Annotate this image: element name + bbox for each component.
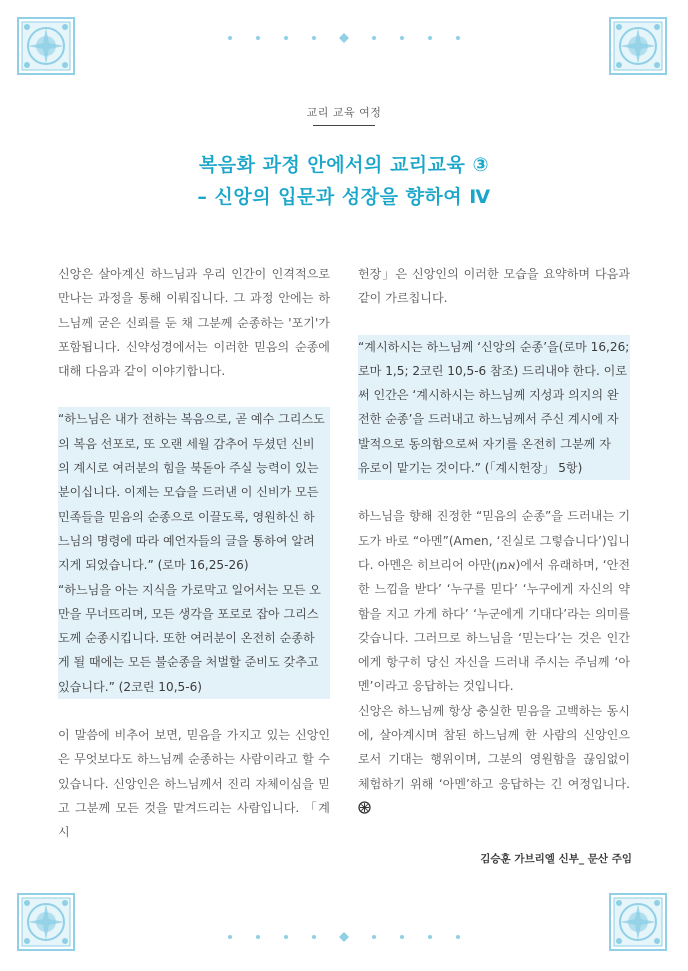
quote-line: 써 인간은 ‘계시하시는 하느님께 지성과 의지의 완 <box>358 383 630 407</box>
quote-line: “하느님은 내가 전하는 복음으로, 곧 예수 그리스도 <box>58 407 330 431</box>
quote-line: 만을 무너뜨리며, 모든 생각을 포로로 잡아 그리스 <box>58 602 330 626</box>
quote-line: 느님의 명령에 따라 예언자들의 글을 통하여 알려 <box>58 529 330 553</box>
quote-line: 의 복음 선포로, 또 오랜 세월 감추어 두셨던 신비 <box>58 432 330 456</box>
scripture-quote-corinthians <box>58 578 330 699</box>
quote-line: 도께 순종시킵니다. 또한 여러분이 온전히 순종하 <box>58 626 330 650</box>
quote-line: 지게 되었습니다.” (로마 16,25-26) <box>58 553 330 577</box>
quote-line: “하느님을 아는 지식을 가로막고 일어서는 모든 오 <box>58 578 330 602</box>
series-label: 교리 교육 여정 <box>306 106 382 119</box>
corner-ornament-bottom-right <box>609 893 667 951</box>
ornament-icon <box>609 17 667 75</box>
quote-line: 의 계시로 여러분의 힘을 북돋아 주실 능력이 있는 <box>58 456 330 480</box>
corner-ornament-bottom-left <box>17 893 75 951</box>
end-mark-icon <box>358 801 371 814</box>
paragraph: 헌장」은 신앙인의 이러한 모습을 요약하며 다음과 같이 가르칩니다. <box>358 267 630 306</box>
dot-divider-top <box>200 32 488 44</box>
quote-line: 있습니다.” (2코린 10,5-6) <box>58 675 330 699</box>
paragraph: 이 말씀에 비추어 보면, 믿음을 가지고 있는 신앙인은 무엇보다도 하느님께 순종하는 사람이라고 할 수 있습니다. 신앙인은 하느님께서 진리 자체이심을 믿고 그분께 모든 것을 맡겨드리는 사람입니다. 「계시 <box>58 728 330 840</box>
ornament-icon <box>17 17 75 75</box>
corner-ornament-top-right <box>609 17 667 75</box>
paragraph: 하느님을 향해 진정한 “믿음의 순종”을 드러내는 기도가 바로 “아멘”(Amen, ‘진실로 그렇습니다’)입니다. 아멘은 히브리어 아만(אמן)에서 유래하며, ‘안전한 느낌을 받다’ ‘누구를 믿다’ ‘누구에게 자신의 약함을 지고 가게 하다’ ‘누군에게 기대다’라는 의미를 갖습니다. 그러므로 하느님을 ‘믿는다’는 것은 인간에게 항구히 당신 자신을 드러내 주시는 주님께 ‘아멘’이라고 응답하는 것입니다. <box>358 509 630 694</box>
dots-icon <box>200 931 488 943</box>
left-column <box>58 262 330 845</box>
right-column <box>358 262 630 820</box>
ornament-icon <box>609 893 667 951</box>
author-credit: 김승훈 가브리엘 신부_ 문산 주임 <box>480 853 632 865</box>
paragraph: 신앙은 살아계신 하느님과 우리 인간이 인격적으로 만나는 과정을 통해 이뤄집니다. 그 과정 안에는 하느님께 굳은 신뢰를 둔 채 그분께 순종하는 '포기'가 포함됩니다. 신약성경에서는 이러한 믿음의 순종에 대해 다음과 같이 이야기합니다. <box>58 267 330 379</box>
ornament-icon <box>17 893 75 951</box>
paragraph-closing <box>358 699 630 820</box>
quote-line: 발적으로 동의함으로써 자기를 온전히 그분께 자 <box>358 432 630 456</box>
corner-ornament-top-left <box>17 17 75 75</box>
quote-line: 유로이 맡기는 것이다.” (「계시헌장」 5항) <box>358 456 630 480</box>
article-subtitle: – 신앙의 입문과 성장을 향하여 Ⅳ <box>197 186 491 208</box>
dots-icon <box>200 32 488 44</box>
article-title: 복음화 과정 안에서의 교리교육 ③ <box>198 154 490 176</box>
quote-line: 전한 순종’을 드러내고 하느님께서 주신 계시에 자 <box>358 407 630 431</box>
series-underline <box>313 125 375 126</box>
dot-divider-bottom <box>200 931 488 943</box>
quote-line: 민족들을 믿음의 순종으로 이끌도록, 영원하신 하 <box>58 505 330 529</box>
quote-line: 게 될 때에는 모든 불순종을 처벌할 준비도 갖추고 <box>58 650 330 674</box>
scripture-quote-romans <box>58 407 330 577</box>
quote-line: “계시하시는 하느님께 ‘신앙의 순종’을(로마 16,26; <box>358 335 630 359</box>
closing-text: 신앙은 하느님께 항상 충실한 믿음을 고백하는 동시에, 살아계시며 참된 하느님께 한 사람의 신앙인으로서 기대는 행위이며, 그분의 영원함을 끊임없이 체험하기 위해 ‘아멘’하고 응답하는 긴 여정입니다. <box>358 703 630 791</box>
quote-line: 로마 1,5; 2코린 10,5-6 참조) 드리내야 한다. 이로 <box>358 359 630 383</box>
document-quote-dei-verbum <box>358 335 630 481</box>
quote-line: 분이십니다. 이제는 모습을 드러낸 이 신비가 모든 <box>58 480 330 504</box>
